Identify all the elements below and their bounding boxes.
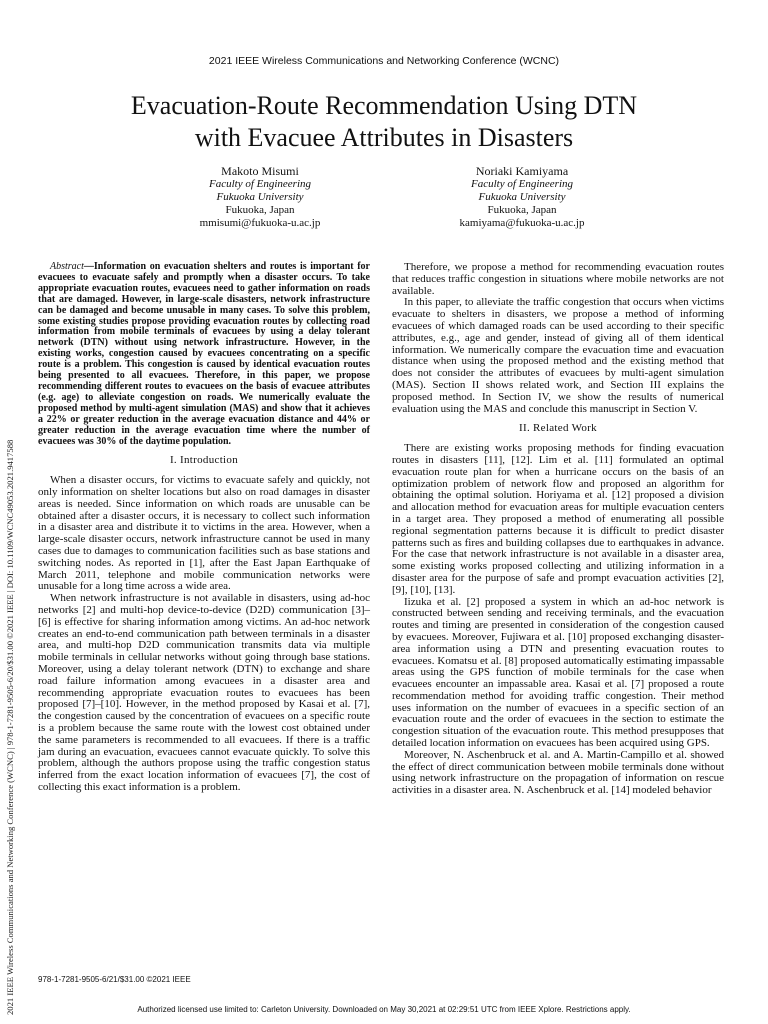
copyright-notice: 978-1-7281-9505-6/21/$31.00 ©2021 IEEE [38,975,191,984]
authorized-use-notice: Authorized licensed use limited to: Carleton University. Downloaded on May 30,2021 at 02:29:51 UTC from IEEE Xplore. Restrictions apply. [137,1005,631,1014]
title-line-2: with Evacuee Attributes in Disasters [194,123,574,152]
doi-sidebar: 2021 IEEE Wireless Communications and Networking Conference (WCNC) | 978-1-7281-9505-6/20/$31.00 ©2021 IEEE | DOI: 10.1109/WCNC49053.2021.9417588 [5,439,15,1015]
author-location: Fukuoka, Japan [487,204,557,216]
related-paragraph: There are existing works proposing methods for finding evacuation routes in disasters [11], [12]. Lim et al. [11] formulated an optimal evacuation route plan for when a hurricane occurs on the basis of an optimization problem of network flow and proposed an algorithm for obtaining the optimal solution. Horiyama et al. [12] proposed a division and allocation method for evacuation areas for multiple evacuation centers in a target area. They proposed a method of enumerating all possible regional segmentation patterns because it is difficult to predict disaster patterns such as fires and building collapses due to earthquakes in advance. For the case that network infrastructure is not available in a disaster area, some existing works proposed collecting and utilizing information in a disaster area for the purpose of safe and prompt evacuation activities [2], [9], [10], [13]. [392,442,724,596]
abstract-label: Abstract [50,261,84,272]
author-block-1 [130,165,390,230]
abstract [38,262,370,447]
author-email: mmisumi@fukuoka-u.ac.jp [199,217,321,229]
author-university: Fukuoka University [216,191,304,203]
related-paragraph: Iizuka et al. [2] proposed a system in which an ad-hoc network is constructed between sending and receiving terminals, and the evacuation routes and timing are presented in consideration of the congestion caused by evacuees. Moreover, Fujiwara et al. [10] proposed exchanging disaster-area information using a DTN and presenting evacuation routes to evacuees. Komatsu et al. [8] proposed automatically estimating impassable areas using the GPS function of mobile terminals for the case when evacuees encounter an impassable area. Kasai et al. [7] proposed a route recommendation method for avoiding traffic congestion. Their method uses information on the number of evacuees in a specific section of an evacuation route and the order of evacuees in the section to estimate the congestion situation of the evacuation route. This method presupposes that detailed location information on evacuees has been acquired using GPS. [392,595,724,750]
author-name: Noriaki Kamiyama [475,164,569,178]
author-university: Fukuoka University [478,191,566,203]
title-line-1: Evacuation-Route Recommendation Using DTN [130,91,638,120]
intro-paragraph: In this paper, to alleviate the traffic congestion that occurs when victims evacuate to shelters in disasters, we propose a method of informing evacuees of which damaged roads can be used according to their specific attributes, e.g., age and gender, instead of giving all of them identical information. We numerically compare the evacuation time and evacuation distance when using the proposed method and the existing method that does not consider the attributes of evacuees by multi-agent simulation (MAS). Section II shows related work, and Section III explains the proposed method. In Section IV, we show the results of numerical evaluation using the MAS and conclude this manuscript in Section V. [392,296,724,415]
related-paragraph: Moreover, N. Aschenbruck et al. and A. Martin-Campillo et al. showed the effect of direct communication between mobile terminals done without using network infrastructure on the propagation of information on rescue activities in a disaster area. N. Aschenbruck et al. [14] modeled behavior [392,748,724,797]
abstract-text: —Information on evacuation shelters and routes is important for evacuees to evacuate safely and promptly when a disaster occurs. To take appropriate evacuation routes, evacuees need to gather information on roads that are damaged. However, in large-scale disasters, network infrastructure can be damaged and become unusable in many cases. To solve this problem, some existing studies propose providing evacuation routes by collecting road information from mobile terminals of evacuees by using a delay tolerant network (DTN) without using network infrastructure. However, in the existing works, congestion caused by evacuees concentrating on a specific route is a problem. This congestion is caused by identical evacuation routes being presented to all evacuees. Therefore, in this paper, we propose recommending different routes to evacuees on the basis of evacuee attributes (e.g. age) to alleviate congestion on roads. We numerically evaluate the proposed method by multi-agent simulation (MAS) and show that it achieves a 22% or greater reduction in the average evacuation distance and 44% or greater reduction in the average evacuation time where the number of evacuees was 30% of the daytime population. [38,261,370,447]
section-heading-related-work: II. Related Work [519,422,597,435]
intro-paragraph: When a disaster occurs, for victims to evacuate safely and quickly, not only information on shelter locations but also on road damages in disaster areas is needed. Since information on which roads are unusable can be obtained after a disaster occurs, it is necessary to collect such information in a disaster area and distribute it to victims in the area. However, when a large-scale disaster occurs, network infrastructure cannot be used in many cases due to damages to communication facilities such as base stations and switching nodes. As reported in [1], after the East Japan Earthquake of March 2011, telephone and mobile communication networks were unusable for a long time across a wide area. [38,474,370,593]
intro-paragraph: When network infrastructure is not available in disasters, using ad-hoc networks [2] and multi-hop device-to-device (D2D) communication [3]–[6] is effective for sharing information among victims. An ad-hoc network creates an end-to-end communication path between terminals in a disaster area, and multi-hop D2D communication transmits data via multiple mobile terminals in cellular networks without going through base stations. Moreover, using a delay tolerant network (DTN) to exchange and share road failure information among evacuees in a disaster area and recommending appropriate evacuation routes to evacuees has been proposed [7]–[10]. However, in the method proposed by Kasai et al. [7], the congestion caused by the concentration of evacuees on a specific route is a problem because the same route with the lowest cost obtained under the same parameters is recommended to all evacuees. If there is a traffic jam during an evacuation, evacuees cannot evacuate quickly. To solve this problem, although the authors propose using the traffic congestion status inferred from the exact location information of evacuees [7], the cost of collecting this exact information is a problem. [38,592,370,793]
author-email: kamiyama@fukuoka-u.ac.jp [459,217,585,229]
author-location: Fukuoka, Japan [225,204,295,216]
paper-title [60,90,708,154]
right-column [392,262,724,797]
author-faculty: Faculty of Engineering [470,178,574,190]
author-block-2 [392,165,652,230]
section-heading-introduction: I. Introduction [169,454,239,467]
author-name: Makoto Misumi [221,164,299,178]
conference-header: 2021 IEEE Wireless Communications and Networking Conference (WCNC) [208,55,560,67]
author-faculty: Faculty of Engineering [208,178,312,190]
intro-paragraph: Therefore, we propose a method for recommending evacuation routes that reduces traffic congestion in situations where mobile networks are not available. [392,261,724,297]
left-column [38,262,370,794]
